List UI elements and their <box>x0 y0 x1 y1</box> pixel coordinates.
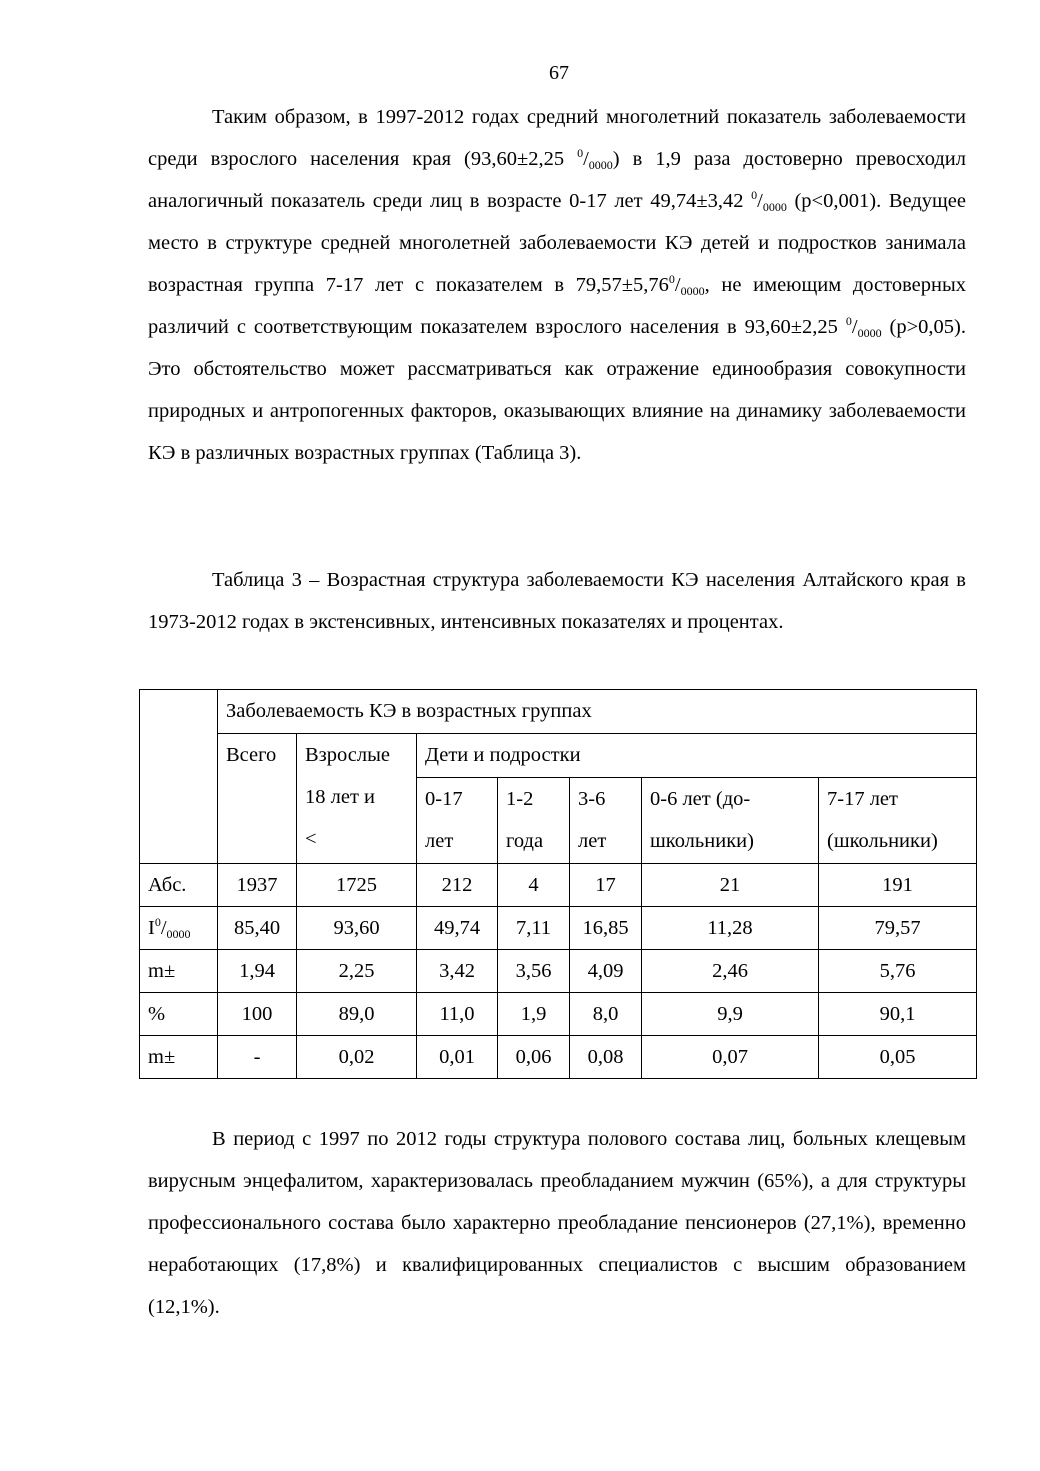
table-cell: 4,09 <box>570 950 642 993</box>
paragraph-gender-structure: В период с 1997 по 2012 годы структура полового состава лиц, больных клещевым вирусным энцефалитом, характеризовалась преобладанием мужчин (65%), а для структуры профессионального состава было характерно преобладание пенсионеров (27,1%), временно неработающих (17,8%) и квалифицированных специалистов с высшим образованием (12,1%). <box>148 1128 966 1318</box>
table-cell: 16,85 <box>570 907 642 950</box>
incidence-table <box>139 689 977 1079</box>
row-label: % <box>140 993 218 1036</box>
table-cell: 1725 <box>297 864 417 907</box>
table-cell: 85,40 <box>218 907 297 950</box>
table-cell: 5,76 <box>819 950 977 993</box>
table-cell: 0,05 <box>819 1036 977 1079</box>
table-cell: 7,11 <box>498 907 570 950</box>
table-cell: 1,94 <box>218 950 297 993</box>
header-group-cell: Заболеваемость КЭ в возрастных группах <box>218 690 977 734</box>
table-cell: 90,1 <box>819 993 977 1036</box>
header-0-6 <box>642 778 819 864</box>
header-adults-line-2: 18 лет и <box>305 786 376 808</box>
table-caption: Таблица 3 – Возрастная структура заболеваемости КЭ населения Алтайского края в 1973-2012 годах в экстенсивных, интенсивных показателях и процентах. <box>148 569 966 633</box>
table-cell: 0,08 <box>570 1036 642 1079</box>
row-label: Абс. <box>140 864 218 907</box>
header-adults <box>297 734 417 864</box>
table-cell: 11,28 <box>642 907 819 950</box>
table-corner-cell <box>140 690 218 864</box>
table-cell: 4 <box>498 864 570 907</box>
table-cell: 2,25 <box>297 950 417 993</box>
table-row <box>140 950 977 993</box>
table-cell: 11,0 <box>417 993 498 1036</box>
header-7-17-line-1: 7-17 лет <box>827 788 898 810</box>
table-cell: 79,57 <box>819 907 977 950</box>
table-cell: 0,01 <box>417 1036 498 1079</box>
table-cell: 3,56 <box>498 950 570 993</box>
header-0-17-line-1: 0-17 <box>425 788 463 810</box>
table-cell: 3,42 <box>417 950 498 993</box>
table-cell: 212 <box>417 864 498 907</box>
table-row <box>140 1036 977 1079</box>
header-children: Дети и подростки <box>417 734 977 778</box>
header-0-6-line-2: школьники) <box>650 830 754 852</box>
header-0-17-line-2: лет <box>425 830 454 852</box>
header-1-2-line-2: года <box>506 830 544 852</box>
header-7-17 <box>819 778 977 864</box>
row-label: m± <box>140 950 218 993</box>
header-1-2-line-1: 1-2 <box>506 788 534 810</box>
header-0-6-line-1: 0-6 лет (до- <box>650 788 751 810</box>
table-cell: 191 <box>819 864 977 907</box>
header-3-6-line-1: 3-6 <box>578 788 606 810</box>
table-cell: 8,0 <box>570 993 642 1036</box>
table-cell: 17 <box>570 864 642 907</box>
table-cell: 1937 <box>218 864 297 907</box>
table-cell: - <box>218 1036 297 1079</box>
header-adults-line-3: < <box>305 828 317 850</box>
table-cell: 2,46 <box>642 950 819 993</box>
paragraph-intro: Таким образом, в 1997-2012 годах средний многолетний показатель заболеваемости среди взрослого населения края (93,60±2,25 $^0/_{0000}$) в 1,9 раза достоверно превосходил аналогичный показатель среди лиц в возрасте 0-17 лет 49,74±3,42 $^0/_{0000}$ (р<0,001). Ведущее место в структуре средней многолетней заболеваемости КЭ детей и подростков занимала возрастная группа 7-17 лет с показателем в $79,57\pm 5,76^0/_{0000}$, не имеющим достоверных различий с соответствующим показателем взрослого населения в 93,60±2,25 $^0/_{0000}$ (p>0,05). Это обстоятельство может рассматриваться как отражение единообразия совокупности природных и антропогенных факторов, оказывающих влияние на динамику заболеваемости КЭ в различных возрастных группах (Таблица 3). <box>148 106 967 464</box>
row-label: m± <box>140 1036 218 1079</box>
table-cell: 100 <box>218 993 297 1036</box>
header-total: Всего <box>218 734 297 864</box>
table-row <box>140 907 977 950</box>
table-cell: 0,02 <box>297 1036 417 1079</box>
header-3-6 <box>570 778 642 864</box>
header-0-17 <box>417 778 498 864</box>
header-1-2 <box>498 778 570 864</box>
table-cell: 1,9 <box>498 993 570 1036</box>
table-cell: 21 <box>642 864 819 907</box>
table-cell: 0,07 <box>642 1036 819 1079</box>
table-cell: 0,06 <box>498 1036 570 1079</box>
table-row <box>140 993 977 1036</box>
page-number: 67 <box>549 62 569 84</box>
row-label: $I^0/_{0000}$ <box>140 907 218 950</box>
table-cell: 9,9 <box>642 993 819 1036</box>
table-header-row-2 <box>140 734 977 778</box>
header-7-17-line-2: (школьники) <box>827 830 938 852</box>
header-adults-line-1: Взрослые <box>305 744 390 766</box>
table-cell: 89,0 <box>297 993 417 1036</box>
table-row <box>140 864 977 907</box>
table-header-row-1 <box>140 690 977 734</box>
header-3-6-line-2: лет <box>578 830 607 852</box>
table-cell: 49,74 <box>417 907 498 950</box>
table-cell: 93,60 <box>297 907 417 950</box>
